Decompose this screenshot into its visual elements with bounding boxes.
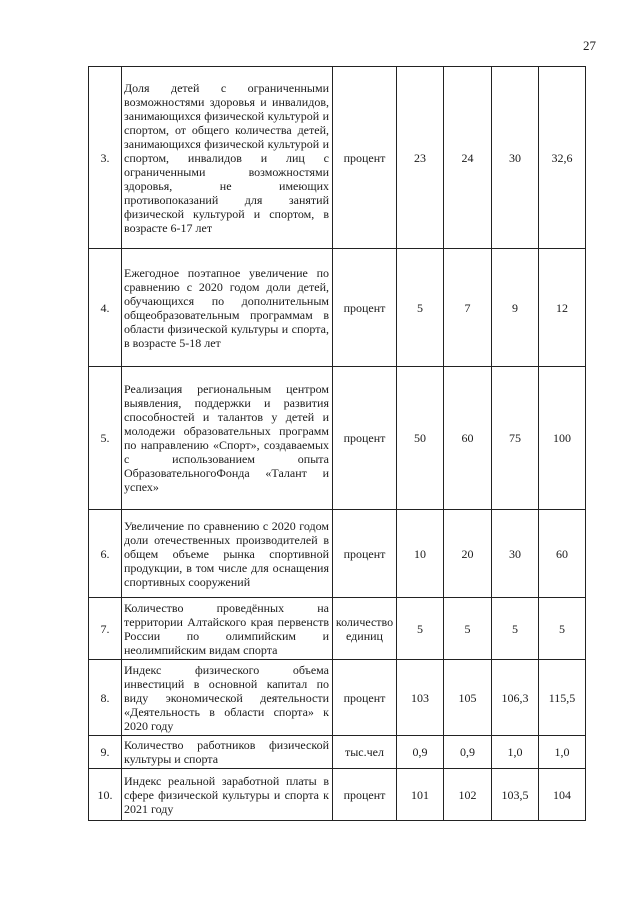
- value-cell: 106,3: [492, 660, 539, 736]
- value-cell: 32,6: [539, 67, 586, 249]
- value-cell: 24: [444, 67, 492, 249]
- value-cell: 5: [397, 598, 444, 660]
- row-number: 4.: [89, 249, 122, 367]
- row-number: 6.: [89, 510, 122, 598]
- table-row: [89, 736, 586, 769]
- unit-cell: процент: [333, 67, 397, 249]
- row-number: 10.: [89, 769, 122, 821]
- table-row: [89, 510, 586, 598]
- value-cell: 9: [492, 249, 539, 367]
- value-cell: 30: [492, 67, 539, 249]
- unit-cell: процент: [333, 367, 397, 510]
- value-cell: 0,9: [444, 736, 492, 769]
- value-cell: 10: [397, 510, 444, 598]
- value-cell: 5: [539, 598, 586, 660]
- value-cell: 75: [492, 367, 539, 510]
- table-row: [89, 67, 586, 249]
- value-cell: 102: [444, 769, 492, 821]
- value-cell: 101: [397, 769, 444, 821]
- unit-cell: процент: [333, 510, 397, 598]
- value-cell: 60: [539, 510, 586, 598]
- table-row: [89, 660, 586, 736]
- value-cell: 60: [444, 367, 492, 510]
- value-cell: 5: [444, 598, 492, 660]
- row-number: 3.: [89, 67, 122, 249]
- value-cell: 0,9: [397, 736, 444, 769]
- row-number: 8.: [89, 660, 122, 736]
- unit-cell: процент: [333, 769, 397, 821]
- indicator-name: Реализация региональным центром выявления, поддержки и развития способностей и талантов у детей и молодежи образовательных программ по направлению «Спорт», создаваемых с использованием опыта ОбразовательногоФонда «Талант и успех»: [124, 382, 329, 494]
- table-row: [89, 249, 586, 367]
- unit-cell: процент: [333, 249, 397, 367]
- value-cell: 105: [444, 660, 492, 736]
- row-number: 9.: [89, 736, 122, 769]
- unit-cell: тыс.чел: [333, 736, 397, 769]
- value-cell: 100: [539, 367, 586, 510]
- value-cell: 103,5: [492, 769, 539, 821]
- value-cell: 1,0: [492, 736, 539, 769]
- table-row: [89, 598, 586, 660]
- table-row: [89, 367, 586, 510]
- indicator-name: Ежегодное поэтапное увеличение по сравнению с 2020 годом доли детей, обучающихся по дополнительным общеобразовательным программам в области физической культуры и спорта, в возрасте 5-18 лет: [124, 265, 329, 350]
- row-number: 7.: [89, 598, 122, 660]
- indicator-name: Доля детей с ограниченными возможностями здоровья и инвалидов, занимающихся физической культурой и спортом, от общего количества детей, занимающихся физической культурой и спортом, инвалидов и лиц с ограниченными возможностями здоровья, не имеющих противопоказаний для занятий физической культурой и спортом, в возрасте 6-17 лет: [124, 80, 329, 235]
- value-cell: 115,5: [539, 660, 586, 736]
- value-cell: 20: [444, 510, 492, 598]
- value-cell: 104: [539, 769, 586, 821]
- unit-cell: процент: [333, 660, 397, 736]
- row-number: 5.: [89, 367, 122, 510]
- value-cell: 5: [397, 249, 444, 367]
- value-cell: 103: [397, 660, 444, 736]
- indicator-name: Количество проведённых на территории Алтайского края первенств России по олимпийским и неолимпийским видам спорта: [124, 600, 329, 657]
- value-cell: 23: [397, 67, 444, 249]
- value-cell: 7: [444, 249, 492, 367]
- indicator-name: Индекс физического объема инвестиций в основной капитал по виду экономической деятельности «Деятельность в области спорта» к 2020 году: [124, 662, 329, 733]
- value-cell: 12: [539, 249, 586, 367]
- indicator-name: Увеличение по сравнению с 2020 годом доли отечественных производителей в общем объеме рынка спортивной продукции, в том числе для оснащения спортивных сооружений: [124, 518, 329, 589]
- value-cell: 1,0: [539, 736, 586, 769]
- indicators-table: [88, 66, 586, 821]
- value-cell: 5: [492, 598, 539, 660]
- table-row: [89, 769, 586, 821]
- value-cell: 50: [397, 367, 444, 510]
- page-number: 27: [583, 38, 596, 53]
- value-cell: 30: [492, 510, 539, 598]
- indicator-name: Индекс реальной заработной платы в сфере физической культуры и спорта к 2021 году: [124, 773, 329, 816]
- indicator-name: Количество работников физической культуры и спорта: [124, 738, 329, 766]
- unit-cell: количество единиц: [333, 598, 397, 660]
